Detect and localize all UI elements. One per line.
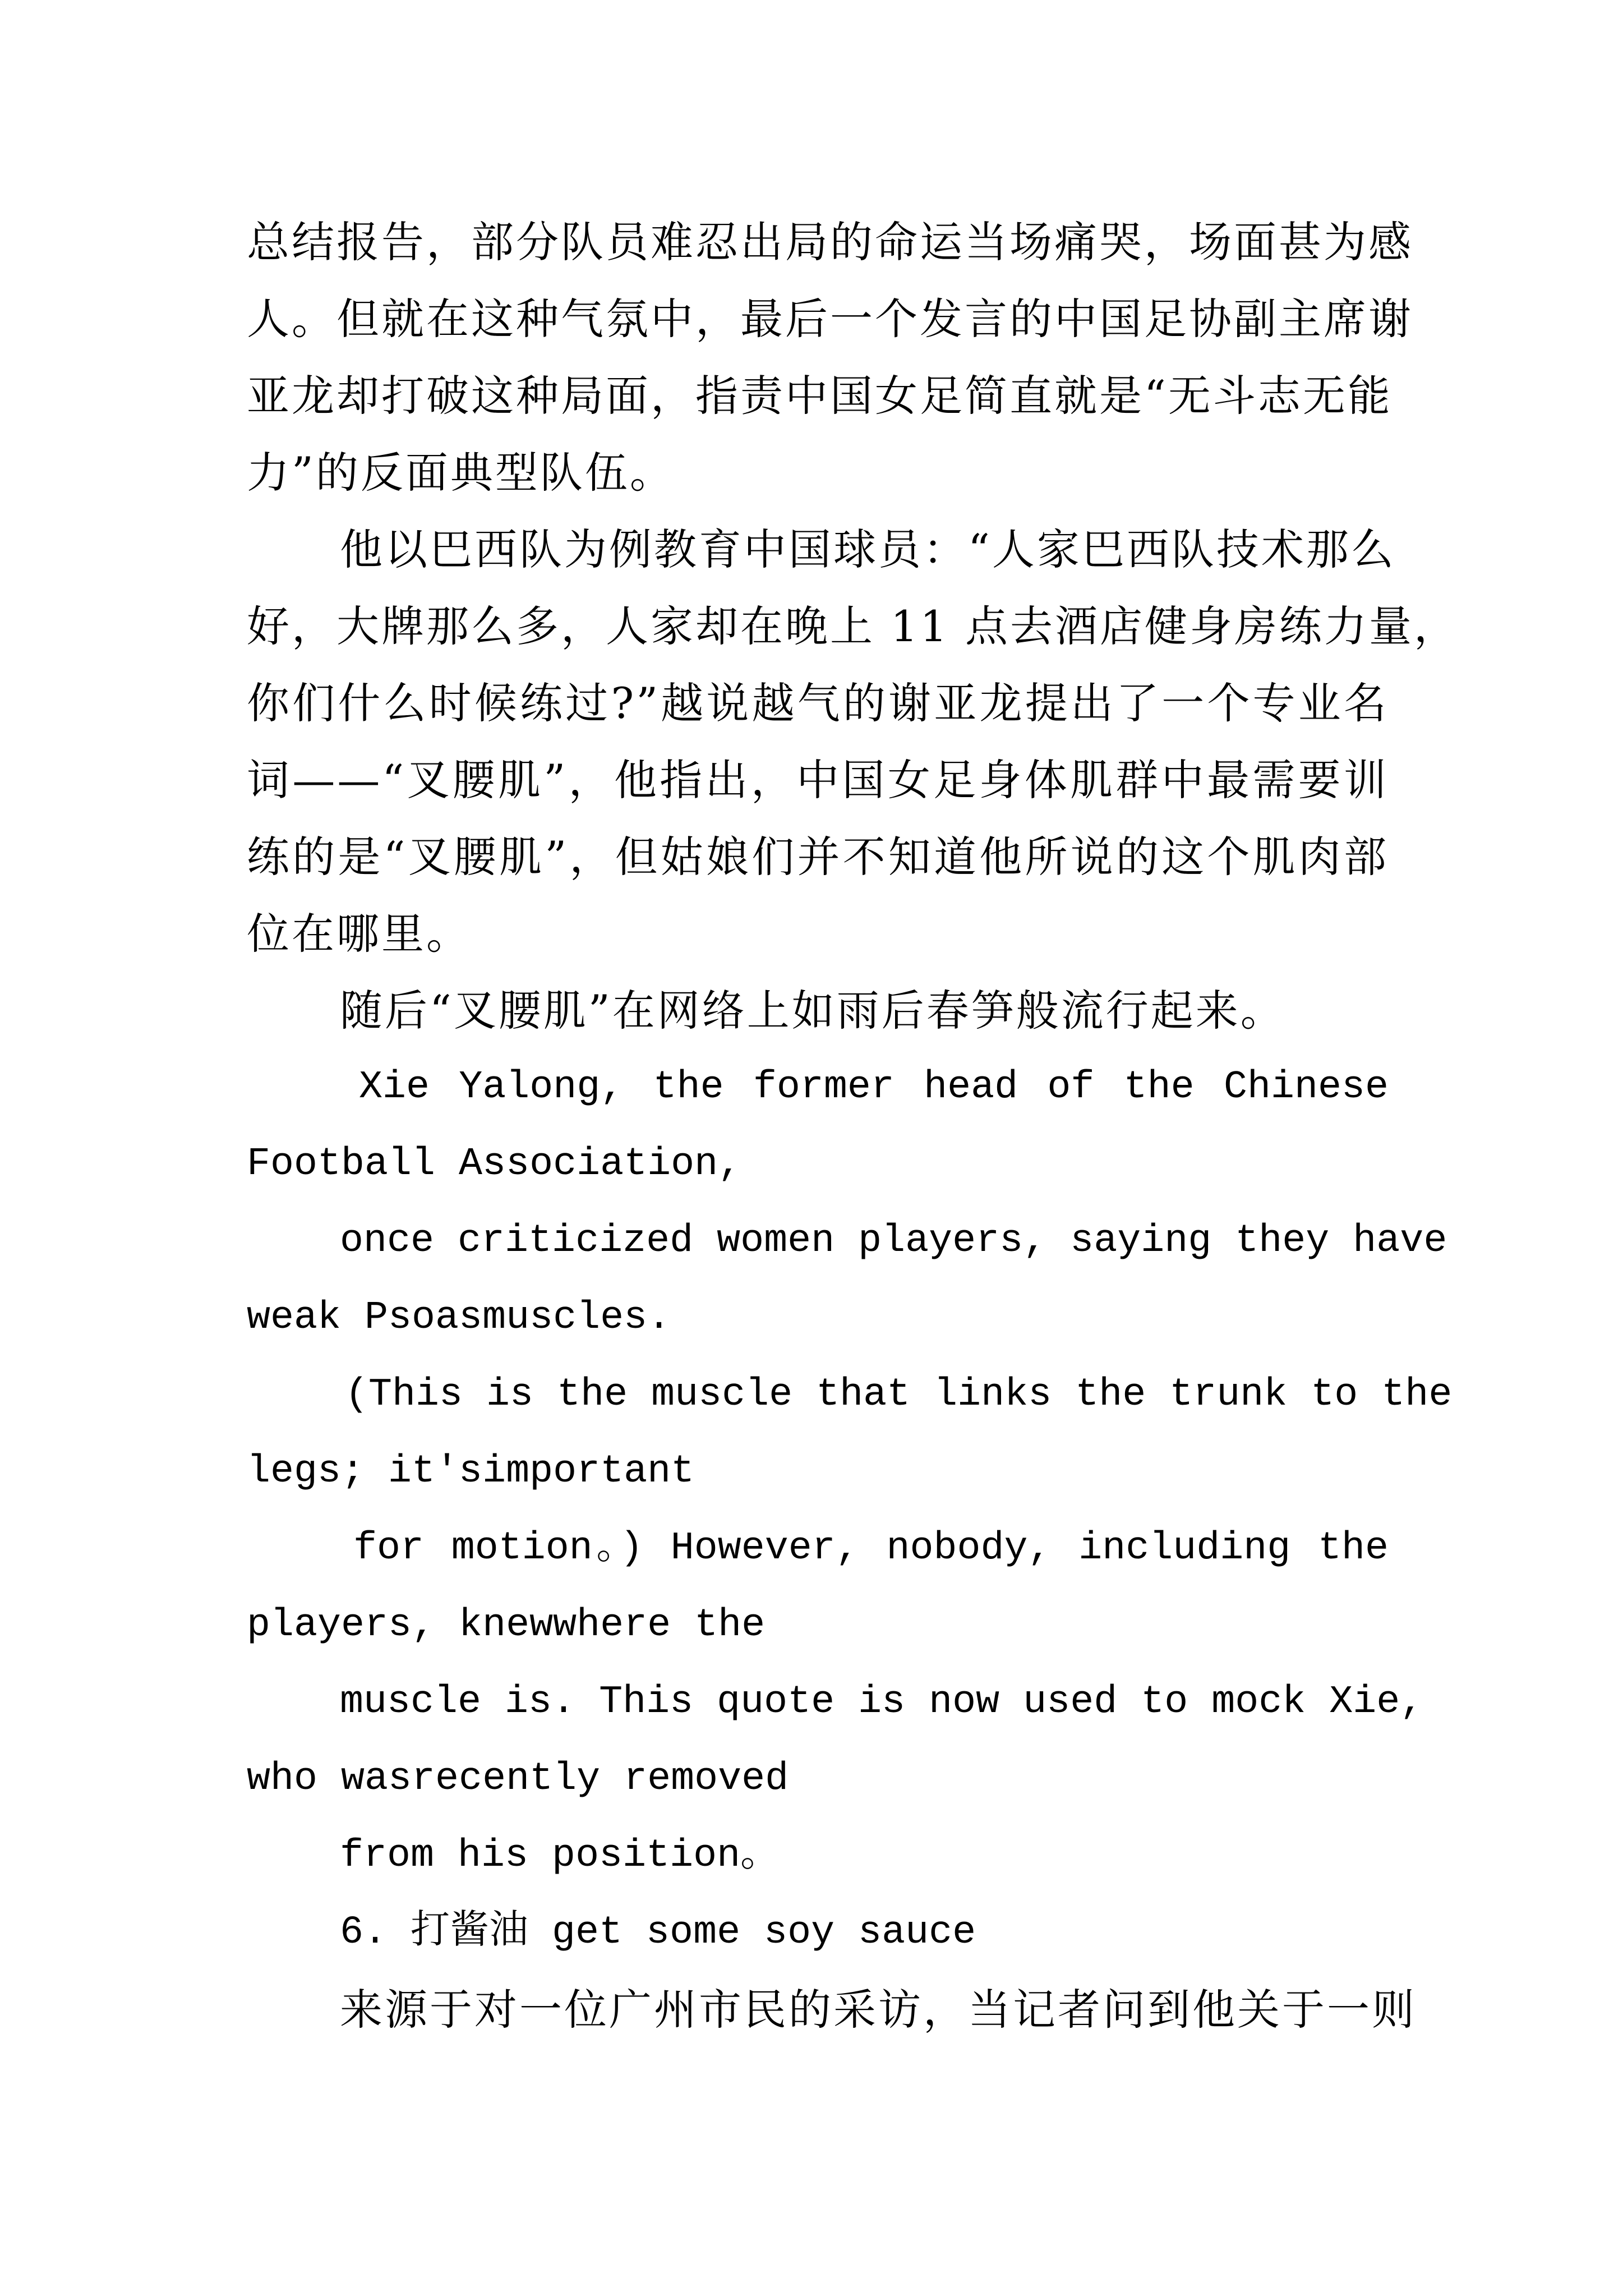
text-line: 你们什么时候练过?”越说越气的谢亚龙提出了一个专业名	[247, 678, 1389, 728]
text-line: Football Association,	[247, 1142, 742, 1186]
text-line: 词——“叉腰肌”，他指出，中国女足身体肌群中最需要训	[247, 755, 1389, 805]
section-heading: 6. 打酱油 get some soy sauce	[340, 1911, 976, 1955]
text-line: (This is the muscle that links the trunk to the	[345, 1373, 1453, 1417]
text-line: 力”的反面典型队伍。	[247, 448, 675, 498]
text-line: 随后“叉腰肌”在网络上如雨后春笋般流行起来。	[340, 986, 1285, 1036]
text-line: muscle is. This quote is now used to mock Xie,	[340, 1680, 1424, 1724]
text-line: 亚龙却打破这种局面，指责中国女足简直就是“无斗志无能	[247, 371, 1393, 421]
text-line: legs; it'simportant	[247, 1450, 695, 1494]
text-line: 总结报告，部分队员难忍出局的命运当场痛哭，场面甚为感	[247, 217, 1413, 267]
text-line: 他以巴西队为例教育中国球员：“人家巴西队技术那么	[340, 524, 1396, 574]
text-line: from his position。	[340, 1834, 780, 1878]
text-line: Xie Yalong, the former head of the Chinese	[359, 1065, 1389, 1110]
text-line: weak Psoasmuscles.	[247, 1296, 671, 1340]
text-line: once criticized women players, saying they have	[340, 1219, 1447, 1263]
text-line: who wasrecently removed	[247, 1757, 789, 1801]
text-line: 来源于对一位广州市民的采访，当记者问到他关于一则	[340, 1985, 1417, 2035]
text-line: 好，大牌那么多，人家却在晚上 11 点去酒店健身房练力量，	[247, 601, 1459, 651]
text-line: players, knewwhere the	[247, 1603, 766, 1648]
text-line: for motion。) However, nobody, including the	[353, 1526, 1389, 1571]
text-line: 练的是“叉腰肌”，但姑娘们并不知道他所说的这个肌肉部	[247, 832, 1389, 882]
text-line: 位在哪里。	[247, 909, 471, 959]
text-line: 人。但就在这种气氛中，最后一个发言的中国足协副主席谢	[247, 294, 1413, 344]
